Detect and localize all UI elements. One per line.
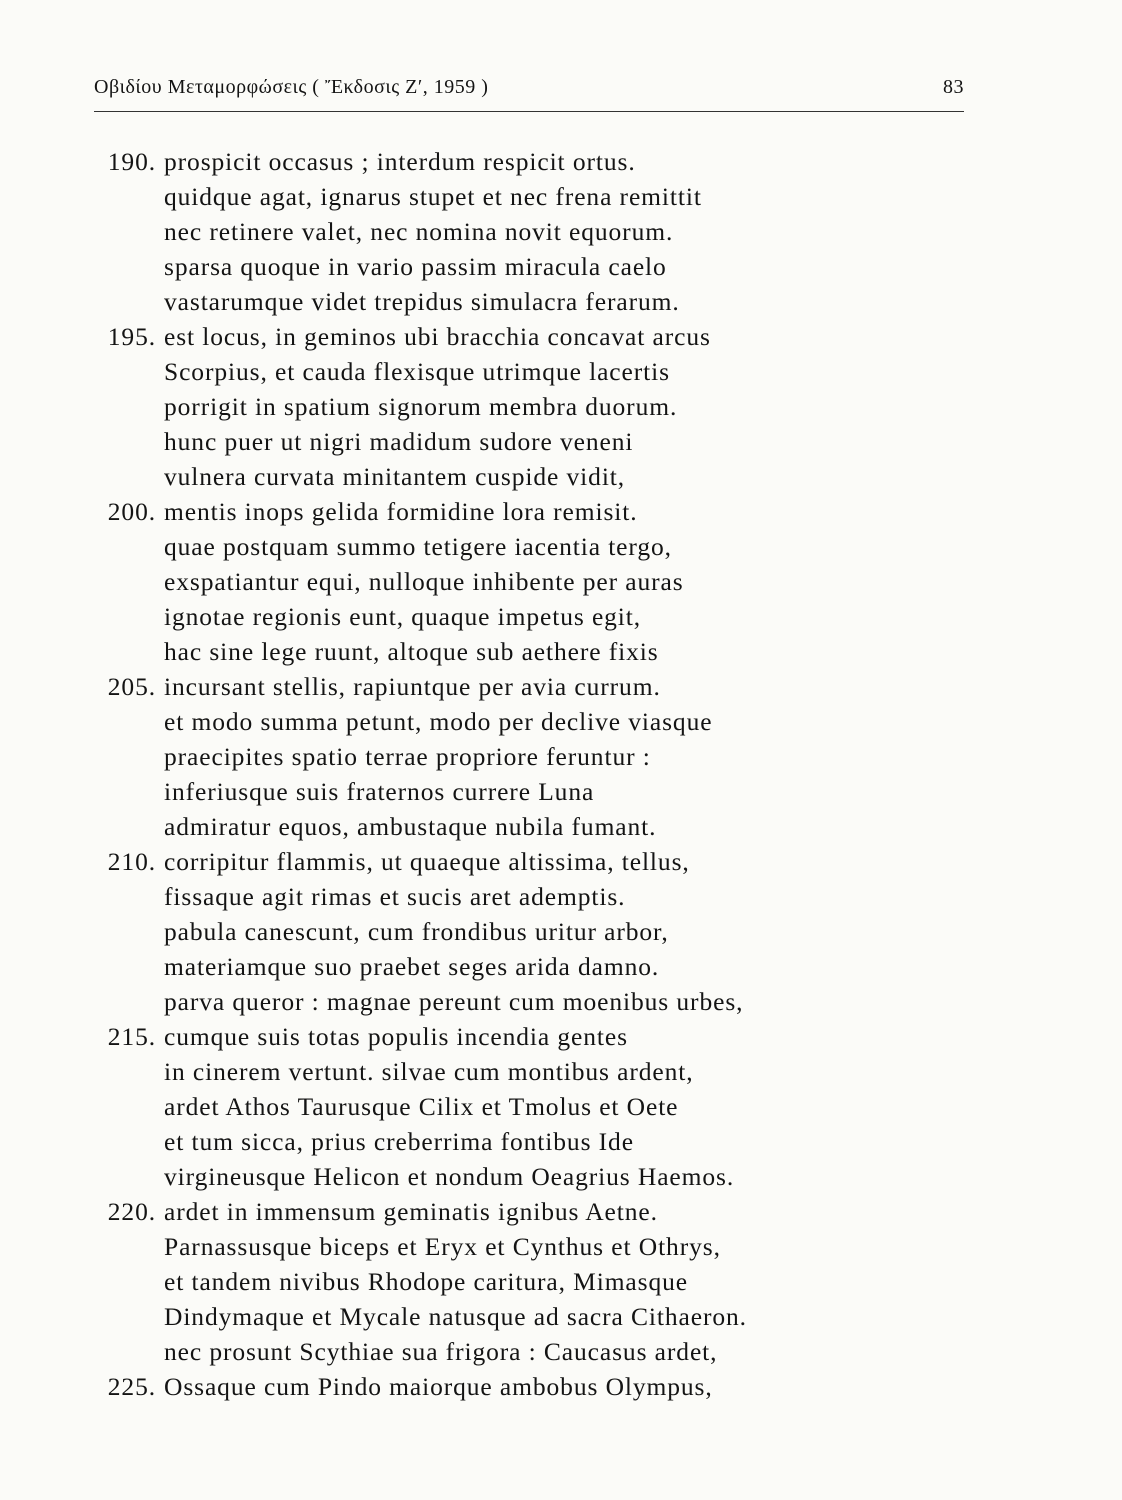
verse-text: vastarumque videt trepidus simulacra ferarum.: [164, 287, 680, 316]
verse-text: in cinerem vertunt. silvae cum montibus ardent,: [164, 1057, 694, 1086]
verse-text: quidque agat, ignarus stupet et nec frena remittit: [164, 182, 702, 211]
verse-text: materiamque suo praebet seges arida damno.: [164, 952, 660, 981]
verse-line: [90, 599, 950, 634]
verse-text: incursant stellis, rapiuntque per avia currum.: [164, 672, 661, 701]
verse-line: [90, 1089, 950, 1124]
verse-text: parva queror : magnae pereunt cum moenibus urbes,: [164, 987, 744, 1016]
line-number: 220.: [107, 1197, 156, 1226]
verse-text: sparsa quoque in vario passim miracula caelo: [164, 252, 667, 281]
running-header: [94, 76, 964, 104]
verse-text: Ossaque cum Pindo maiorque ambobus Olympus,: [164, 1372, 713, 1401]
verse-line: [90, 844, 950, 879]
verse-line: [90, 914, 950, 949]
verse-line: [90, 529, 950, 564]
verse-line: [90, 1194, 950, 1229]
verse-text: mentis inops gelida formidine lora remisit.: [164, 497, 638, 526]
verse-line: [90, 809, 950, 844]
page-number: 83: [943, 76, 964, 98]
verse-line: [90, 144, 950, 179]
verse-text: fissaque agit rimas et sucis aret ademptis.: [164, 882, 626, 911]
verse-text: porrigit in spatium signorum membra duorum.: [164, 392, 678, 421]
verse-line: [90, 459, 950, 494]
verse-line: [90, 319, 950, 354]
verse-line: [90, 739, 950, 774]
verse-line: [90, 949, 950, 984]
verse-line: [90, 424, 950, 459]
verse-text: nec retinere valet, nec nomina novit equorum.: [164, 217, 674, 246]
verse-line: [90, 1299, 950, 1334]
verse-line: [90, 1159, 950, 1194]
verse-text: pabula canescunt, cum frondibus uritur arbor,: [164, 917, 669, 946]
verse-line: [90, 1229, 950, 1264]
verse-text: Parnassusque biceps et Eryx et Cynthus et Othrys,: [164, 1232, 721, 1261]
verse-line: [90, 564, 950, 599]
verse-text: admiratur equos, ambustaque nubila fumant.: [164, 812, 657, 841]
verse-line: [90, 704, 950, 739]
line-number: 210.: [107, 847, 156, 876]
verse-text: et modo summa petunt, modo per declive viasque: [164, 707, 713, 736]
line-number: 195.: [107, 322, 156, 351]
verse-line: [90, 214, 950, 249]
verse-text: est locus, in geminos ubi bracchia concavat arcus: [164, 322, 711, 351]
verse-line: [90, 284, 950, 319]
verse-line: [90, 1334, 950, 1369]
verse-line: [90, 389, 950, 424]
verse-text: Dindymaque et Mycale natusque ad sacra Cithaeron.: [164, 1302, 747, 1331]
line-number: 215.: [107, 1022, 156, 1051]
verse-line: [90, 984, 950, 1019]
verse-line: [90, 1054, 950, 1089]
verse-line: [90, 494, 950, 529]
verse-line: [90, 774, 950, 809]
verse-line: [90, 1019, 950, 1054]
verse-line: [90, 1264, 950, 1299]
verse-text: Scorpius, et cauda flexisque utrimque lacertis: [164, 357, 670, 386]
verse-line: [90, 634, 950, 669]
verse-text: corripitur flammis, ut quaeque altissima, tellus,: [164, 847, 690, 876]
verse-text: vulnera curvata minitantem cuspide vidit,: [164, 462, 626, 491]
verse-line: [90, 249, 950, 284]
verse-text: nec prosunt Scythiae sua frigora : Caucasus ardet,: [164, 1337, 718, 1366]
verse-line: [90, 1124, 950, 1159]
verse-text: inferiusque suis fraternos currere Luna: [164, 777, 595, 806]
verse-line: [90, 179, 950, 214]
verse-line: [90, 669, 950, 704]
verse-text: hac sine lege ruunt, altoque sub aethere fixis: [164, 637, 659, 666]
header-rule: [94, 111, 964, 112]
verse-line: [90, 1369, 950, 1404]
verse-text: et tum sicca, prius creberrima fontibus Ide: [164, 1127, 634, 1156]
verse-text: virgineusque Helicon et nondum Oeagrius Haemos.: [164, 1162, 735, 1191]
running-title: Oβιδίου Μεταμορφώσεις ( Ἔκδοσις Ζ′, 1959 ): [94, 76, 489, 98]
verse-text: et tandem nivibus Rhodope caritura, Mimasque: [164, 1267, 688, 1296]
verse-line: [90, 354, 950, 389]
verse-block: [90, 144, 950, 1404]
verse-text: quae postquam summo tetigere iacentia tergo,: [164, 532, 672, 561]
verse-text: cumque suis totas populis incendia gentes: [164, 1022, 628, 1051]
verse-text: prospicit occasus ; interdum respicit ortus.: [164, 147, 636, 176]
verse-text: ignotae regionis eunt, quaque impetus egit,: [164, 602, 642, 631]
verse-text: ardet Athos Taurusque Cilix et Tmolus et Oete: [164, 1092, 679, 1121]
verse-text: praecipites spatio terrae propriore feruntur :: [164, 742, 651, 771]
line-number: 205.: [107, 672, 156, 701]
line-number: 200.: [107, 497, 156, 526]
verse-text: ardet in immensum geminatis ignibus Aetne.: [164, 1197, 658, 1226]
verse-text: exspatiantur equi, nulloque inhibente per auras: [164, 567, 684, 596]
verse-text: hunc puer ut nigri madidum sudore veneni: [164, 427, 634, 456]
line-number: 225.: [107, 1372, 156, 1401]
verse-line: [90, 879, 950, 914]
line-number: 190.: [107, 147, 156, 176]
